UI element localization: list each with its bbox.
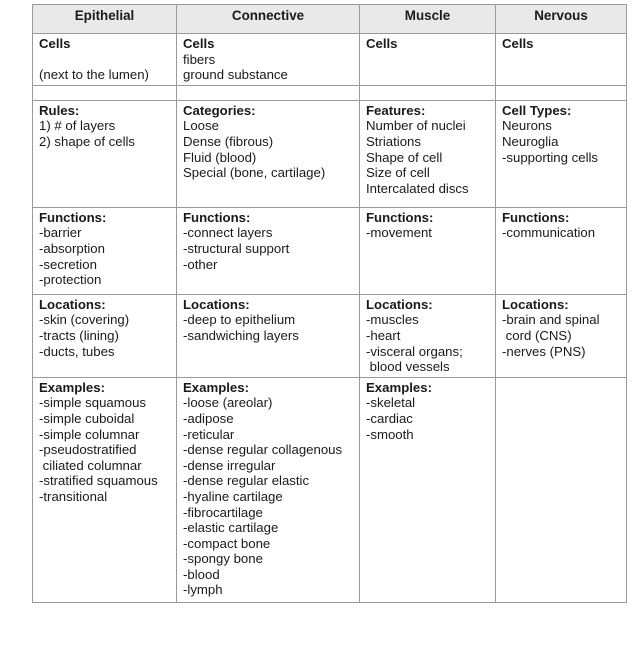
cell-line: -nerves (PNS)	[502, 343, 586, 359]
cell-line: -barrier	[39, 225, 82, 241]
cell-line: -adipose	[183, 410, 234, 426]
cell-line: -reticular	[183, 426, 235, 442]
cell-line: -elastic cartilage	[183, 520, 279, 536]
empty-cell	[177, 85, 360, 100]
cell-nervous-cells	[496, 34, 627, 86]
cell-line: -stratified squamous	[39, 473, 158, 489]
locations-row	[33, 294, 627, 377]
cell-epithelial-locations	[33, 294, 177, 377]
cell-line: -pseudostratified	[39, 442, 137, 458]
header-nervous: Nervous	[496, 5, 627, 34]
cell-line: Size of cell	[366, 165, 430, 181]
cells-row	[33, 34, 627, 86]
header-epithelial: Epithelial	[33, 5, 177, 34]
cell-line: fibers	[183, 51, 216, 67]
cell-line: -supporting cells	[502, 149, 599, 165]
cell-heading: Locations:	[183, 296, 250, 312]
cell-line: -ducts, tubes	[39, 343, 115, 359]
cell-muscle-examples	[360, 377, 496, 602]
cell-line: Special (bone, cartilage)	[183, 165, 326, 181]
cell-line: Neurons	[502, 118, 552, 134]
cell-line: (next to the lumen)	[39, 66, 149, 82]
cell-line: -movement	[366, 225, 432, 241]
empty-cell	[33, 85, 177, 100]
tissue-comparison-table	[32, 4, 627, 603]
cell-line: Striations	[366, 133, 421, 149]
cell-line: -cardiac	[366, 410, 413, 426]
cell-line: -connect layers	[183, 225, 273, 241]
cell-line: -structural support	[183, 240, 290, 256]
cell-line: cord (CNS)	[502, 327, 572, 343]
empty-cell	[496, 85, 627, 100]
cell-line: -spongy bone	[183, 551, 263, 567]
cell-nervous-cell-types	[496, 100, 627, 207]
cell-epithelial-examples	[33, 377, 177, 602]
rules-row	[33, 100, 627, 207]
cell-epithelial-functions	[33, 207, 177, 294]
cell-heading: Cells	[39, 36, 71, 51]
cell-connective-examples	[177, 377, 360, 602]
cell-line: -simple columnar	[39, 426, 140, 442]
cell-heading: Cells	[183, 36, 215, 51]
cell-epithelial-cells	[33, 34, 177, 86]
cell-muscle-locations	[360, 294, 496, 377]
cell-line: -hyaline cartilage	[183, 488, 283, 504]
cell-heading: Cells	[366, 36, 398, 51]
cell-line: -protection	[39, 272, 102, 288]
cell-heading: Functions:	[366, 209, 434, 225]
cell-line: -smooth	[366, 426, 414, 442]
cell-heading: Features:	[366, 102, 426, 118]
cell-heading: Functions:	[183, 209, 251, 225]
cell-line: -muscles	[366, 312, 419, 328]
cell-line: Loose	[183, 118, 219, 134]
cell-heading: Locations:	[502, 296, 569, 312]
cell-line: -sandwiching layers	[183, 327, 299, 343]
cell-line: -simple cuboidal	[39, 410, 135, 426]
header-row	[33, 5, 627, 34]
cell-muscle-functions	[360, 207, 496, 294]
cell-connective-locations	[177, 294, 360, 377]
cell-line: -heart	[366, 327, 401, 343]
cell-line: -compact bone	[183, 535, 271, 551]
cell-connective-cells	[177, 34, 360, 86]
cell-heading: Locations:	[39, 296, 106, 312]
cell-line: 2) shape of cells	[39, 133, 136, 149]
cell-line: -absorption	[39, 240, 105, 256]
cell-line: 1) # of layers	[39, 118, 116, 134]
cell-connective-functions	[177, 207, 360, 294]
cell-line: -brain and spinal	[502, 312, 600, 328]
cell-line: -loose (areolar)	[183, 395, 273, 411]
cell-line: -transitional	[39, 488, 108, 504]
cell-line: -blood	[183, 566, 220, 582]
cell-line: Intercalated discs	[366, 180, 469, 196]
cell-line: -other	[183, 256, 218, 272]
cell-heading: Examples:	[39, 379, 105, 395]
cell-line: -dense irregular	[183, 457, 276, 473]
cell-nervous-examples	[496, 377, 627, 602]
cell-muscle-cells	[360, 34, 496, 86]
cell-heading: Cells	[502, 36, 534, 51]
cell-line: -visceral organs;	[366, 343, 463, 359]
cell-connective-categories	[177, 100, 360, 207]
cell-line: -dense regular collagenous	[183, 442, 343, 458]
cell-heading: Functions:	[39, 209, 107, 225]
cell-line: -dense regular elastic	[183, 473, 310, 489]
cell-nervous-locations	[496, 294, 627, 377]
cell-line: Dense (fibrous)	[183, 133, 274, 149]
header-muscle: Muscle	[360, 5, 496, 34]
cell-heading: Examples:	[183, 379, 249, 395]
cell-heading: Functions:	[502, 209, 570, 225]
cell-heading: Locations:	[366, 296, 433, 312]
cell-line: -deep to epithelium	[183, 312, 296, 328]
cell-epithelial-rules	[33, 100, 177, 207]
cell-heading: Categories:	[183, 102, 256, 118]
cell-line: ground substance	[183, 67, 288, 83]
cell-line: Shape of cell	[366, 149, 443, 165]
cell-line: Neuroglia	[502, 133, 559, 149]
blank-line	[39, 52, 171, 67]
cell-line: Number of nuclei	[366, 118, 466, 134]
cell-line: -skin (covering)	[39, 312, 130, 328]
cell-line: ciliated columnar	[39, 457, 142, 473]
cell-line: -lymph	[183, 582, 223, 598]
cell-line: Fluid (blood)	[183, 149, 257, 165]
cell-line: -simple squamous	[39, 395, 147, 411]
cell-heading: Examples:	[366, 379, 432, 395]
header-connective: Connective	[177, 5, 360, 34]
cell-line: -skeletal	[366, 395, 416, 411]
spacer-row	[33, 85, 627, 100]
cell-muscle-features	[360, 100, 496, 207]
functions-row	[33, 207, 627, 294]
cell-line: -fibrocartilage	[183, 504, 263, 520]
cell-nervous-functions	[496, 207, 627, 294]
empty-cell	[360, 85, 496, 100]
examples-row	[33, 377, 627, 602]
cell-heading: Cell Types:	[502, 102, 572, 118]
cell-line: blood vessels	[366, 359, 450, 375]
cell-line: -secretion	[39, 256, 97, 272]
cell-line: -communication	[502, 225, 596, 241]
cell-line: -tracts (lining)	[39, 327, 119, 343]
cell-heading: Rules:	[39, 102, 80, 118]
